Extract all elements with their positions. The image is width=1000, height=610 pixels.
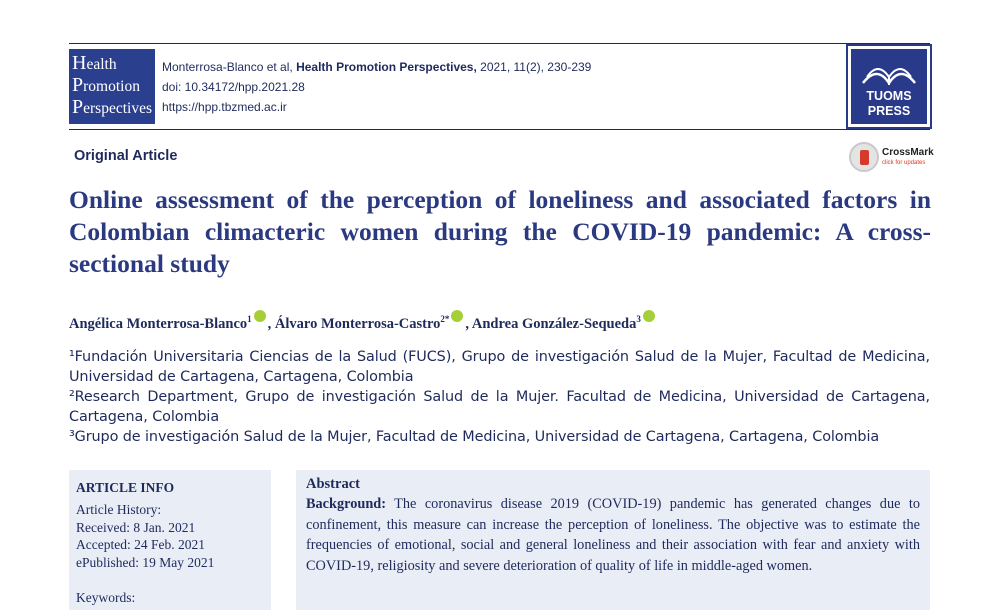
background-text: The coronavirus disease 2019 (COVID-19) pandemic has generated changes due to confinement, this measure can increase the perception of loneliness. The objective was to estimate the frequencies of emotional, social and general loneliness and their association with fear and anxiety with COVID-19, religiosity and severe deterioration of quality of life in middle-aged women. <box>306 496 920 574</box>
doi-link[interactable]: doi: 10.34172/hpp.2021.28 <box>162 80 305 94</box>
orcid-icon[interactable] <box>643 310 655 322</box>
journal-logo[interactable]: Health Promotion Perspectives <box>69 49 155 124</box>
crossmark-label: CrossMark <box>882 147 934 158</box>
history-label: Article History: <box>76 502 162 517</box>
orcid-icon[interactable] <box>451 310 463 322</box>
logo-line1: ealth <box>86 56 117 73</box>
header-top-rule <box>69 43 930 44</box>
citation-details: 2021, 11(2), 230-239 <box>480 60 592 74</box>
article-title: Online assessment of the perception of loneliness and associated factors in Colombian climacteric women during the COVID-19 pandemic: A cross-sectional study <box>69 185 931 278</box>
author-separator: , <box>465 316 470 332</box>
book-icon <box>851 53 927 89</box>
publisher-logo[interactable] <box>848 46 930 127</box>
affiliation: ²Research Department, Grupo de investigación Salud de la Mujer. Facultad de Medicina, Universidad de Cartagena, Cartagena, Colombia <box>69 389 930 425</box>
article-info-heading: ARTICLE INFO <box>76 480 175 495</box>
journal-url-link[interactable]: https://hpp.tbzmed.ac.ir <box>162 100 287 114</box>
article-info-panel <box>69 470 271 610</box>
affiliation: ¹Fundación Universitaria Ciencias de la Salud (FUCS), Grupo de investigación Salud de la Mujer, Facultad de Medicina, Universidad de Cartagena, Cartagena, Colombia <box>69 349 930 385</box>
author-list <box>69 310 657 333</box>
crossmark-icon <box>849 142 879 172</box>
crossmark-badge[interactable] <box>849 142 934 176</box>
abstract-background <box>306 494 920 576</box>
epublished-date: ePublished: 19 May 2021 <box>76 554 215 570</box>
background-label: Background: <box>306 496 386 512</box>
header-citation <box>162 57 591 117</box>
author-name[interactable]: Álvaro Monterrosa-Castro <box>274 316 441 332</box>
logo-line2: romotion <box>83 78 140 95</box>
affiliation: ³Grupo de investigación Salud de la Mujer, Facultad de Medicina, Universidad de Cartagena, Cartagena, Colombia <box>69 429 880 445</box>
citation-authors: Monterrosa-Blanco et al, <box>162 60 293 74</box>
accepted-date: Accepted: 24 Feb. 2021 <box>76 537 205 552</box>
affiliations <box>69 347 930 447</box>
keywords-label: Keywords: <box>76 590 136 605</box>
header-bottom-rule <box>69 129 930 130</box>
logo-line3: erspectives <box>83 100 152 117</box>
publisher-line2: PRESS <box>867 104 911 118</box>
abstract-panel <box>296 470 930 610</box>
journal-name: Health Promotion Perspectives, <box>296 60 477 74</box>
author-name[interactable]: Angélica Monterrosa-Blanco <box>69 316 248 332</box>
abstract-heading: Abstract <box>306 476 360 492</box>
author-separator: , <box>267 316 272 332</box>
crossmark-sublabel: click for updates <box>882 160 926 166</box>
author-name[interactable]: Andrea González-Sequeda <box>471 316 637 332</box>
publisher-line1: TUOMS <box>866 89 912 103</box>
orcid-icon[interactable] <box>254 310 266 322</box>
author-sup: 1 <box>247 314 252 325</box>
received-date: Received: 8 Jan. 2021 <box>76 519 196 535</box>
author-sup: 3 <box>636 314 641 325</box>
author-sup: 2* <box>440 314 450 325</box>
article-type: Original Article <box>74 148 178 164</box>
